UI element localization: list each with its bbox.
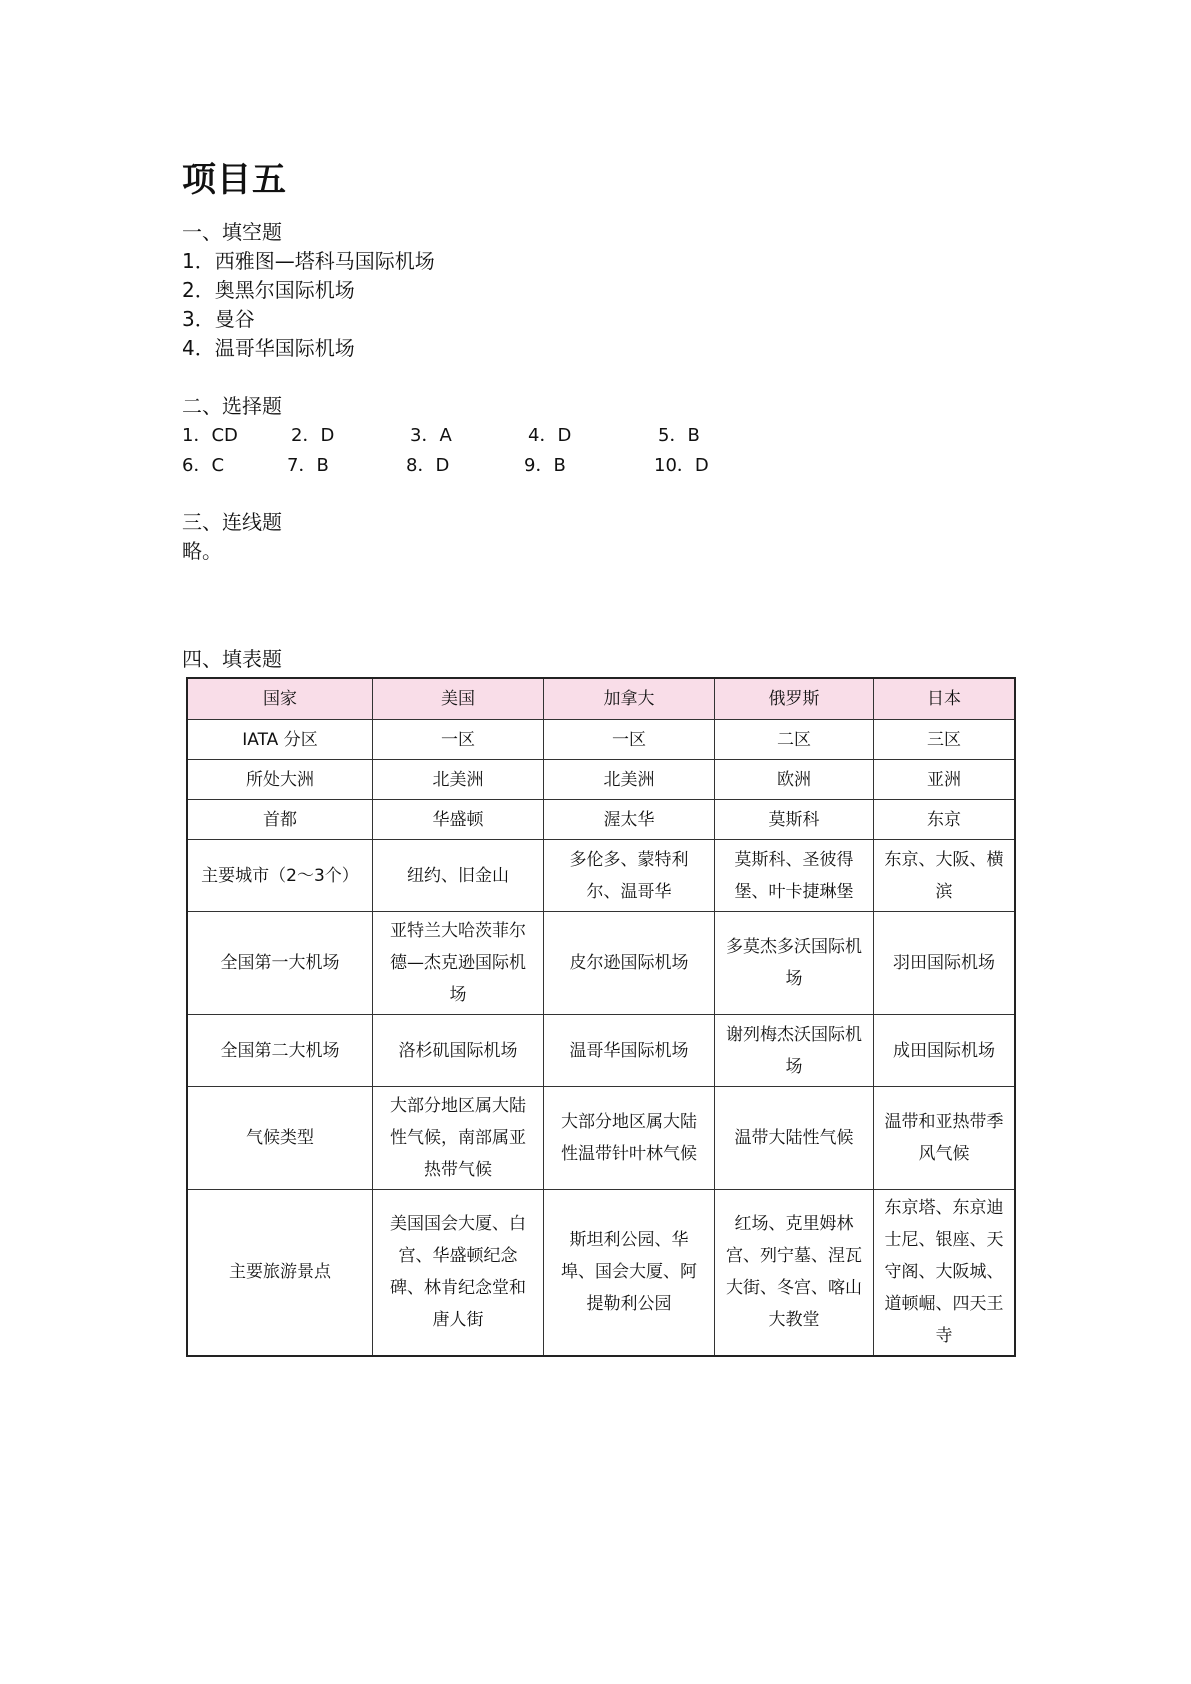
row-label-cell: 所处大洲 <box>187 760 373 800</box>
table-cell: 大部分地区属大陆性温带针叶林气候 <box>544 1087 715 1190</box>
choice-answer: 4．D <box>528 425 572 446</box>
fill-blank-item: 4．温哥华国际机场 <box>182 336 355 360</box>
table-cell: 大部分地区属大陆性气候，南部属亚热带气候 <box>373 1087 544 1190</box>
table-cell: 成田国际机场 <box>874 1015 1016 1087</box>
table-row <box>187 840 1015 912</box>
table-cell: 温哥华国际机场 <box>544 1015 715 1087</box>
table-cell: 斯坦利公园、华埠、国会大厦、阿提勒利公园 <box>544 1190 715 1356</box>
section-heading-fill-blank: 一、填空题 <box>182 220 282 244</box>
section-heading-table: 四、填表题 <box>182 647 282 671</box>
row-label-cell: 全国第一大机场 <box>187 912 373 1015</box>
table-cell: 温带大陆性气候 <box>715 1087 874 1190</box>
choice-answer: 8．D <box>406 455 450 476</box>
fill-blank-item: 2．奥黑尔国际机场 <box>182 278 355 302</box>
table-cell: 三区 <box>874 720 1016 760</box>
section-heading-matching: 三、连线题 <box>182 510 282 534</box>
table-cell: 亚洲 <box>874 760 1016 800</box>
fill-blank-item: 1．西雅图—塔科马国际机场 <box>182 249 435 273</box>
table-cell: 东京、大阪、横滨 <box>874 840 1016 912</box>
header-cell: 加拿大 <box>544 678 715 720</box>
table-cell: 谢列梅杰沃国际机场 <box>715 1015 874 1087</box>
table-header-row <box>187 678 1015 720</box>
table-row <box>187 1087 1015 1190</box>
header-cell: 日本 <box>874 678 1016 720</box>
section-heading-choice: 二、选择题 <box>182 394 282 418</box>
page-title: 项目五 <box>182 160 287 200</box>
table-cell: 多伦多、蒙特利尔、温哥华 <box>544 840 715 912</box>
table-cell: 红场、克里姆林宫、列宁墓、涅瓦大街、冬宫、喀山大教堂 <box>715 1190 874 1356</box>
table-row <box>187 912 1015 1015</box>
table-cell: 纽约、旧金山 <box>373 840 544 912</box>
table-cell: 羽田国际机场 <box>874 912 1016 1015</box>
choice-answer: 5．B <box>658 425 700 446</box>
row-label-cell: 主要城市（2～3个） <box>187 840 373 912</box>
choice-answer: 6．C <box>182 455 225 476</box>
choice-answer: 1．CD <box>182 425 238 446</box>
table-cell: 莫斯科、圣彼得堡、叶卡捷琳堡 <box>715 840 874 912</box>
choice-answer: 9．B <box>524 455 566 476</box>
table-cell: 皮尔逊国际机场 <box>544 912 715 1015</box>
table-cell: 北美洲 <box>373 760 544 800</box>
header-cell: 国家 <box>187 678 373 720</box>
table-cell: 东京塔、东京迪士尼、银座、天守阁、大阪城、道顿崛、四天王寺 <box>874 1190 1016 1356</box>
table-cell: 美国国会大厦、白宫、华盛顿纪念碑、林肯纪念堂和唐人街 <box>373 1190 544 1356</box>
header-cell: 美国 <box>373 678 544 720</box>
table-row <box>187 800 1015 840</box>
fill-blank-item: 3．曼谷 <box>182 307 255 331</box>
table-cell: 洛杉矶国际机场 <box>373 1015 544 1087</box>
table-cell: 亚特兰大哈茨菲尔德—杰克逊国际机场 <box>373 912 544 1015</box>
table-row <box>187 1190 1015 1356</box>
table-row <box>187 1015 1015 1087</box>
table-cell: 一区 <box>373 720 544 760</box>
table-row <box>187 720 1015 760</box>
choice-answer: 7．B <box>287 455 329 476</box>
row-label-cell: IATA 分区 <box>187 720 373 760</box>
header-cell: 俄罗斯 <box>715 678 874 720</box>
table-cell: 东京 <box>874 800 1016 840</box>
row-label-cell: 全国第二大机场 <box>187 1015 373 1087</box>
table-cell: 温带和亚热带季风气候 <box>874 1087 1016 1190</box>
table-cell: 一区 <box>544 720 715 760</box>
matching-answer: 略。 <box>182 539 222 563</box>
choice-answer: 3．A <box>410 425 452 446</box>
row-label-cell: 主要旅游景点 <box>187 1190 373 1356</box>
row-label-cell: 气候类型 <box>187 1087 373 1190</box>
table-cell: 多莫杰多沃国际机场 <box>715 912 874 1015</box>
row-label-cell: 首都 <box>187 800 373 840</box>
table-cell: 渥太华 <box>544 800 715 840</box>
country-info-table <box>186 677 1016 1357</box>
choice-answer: 10．D <box>654 455 709 476</box>
table-cell: 欧洲 <box>715 760 874 800</box>
table-cell: 莫斯科 <box>715 800 874 840</box>
table-cell: 二区 <box>715 720 874 760</box>
table-row <box>187 760 1015 800</box>
table-cell: 北美洲 <box>544 760 715 800</box>
table-cell: 华盛顿 <box>373 800 544 840</box>
choice-answer: 2．D <box>291 425 335 446</box>
